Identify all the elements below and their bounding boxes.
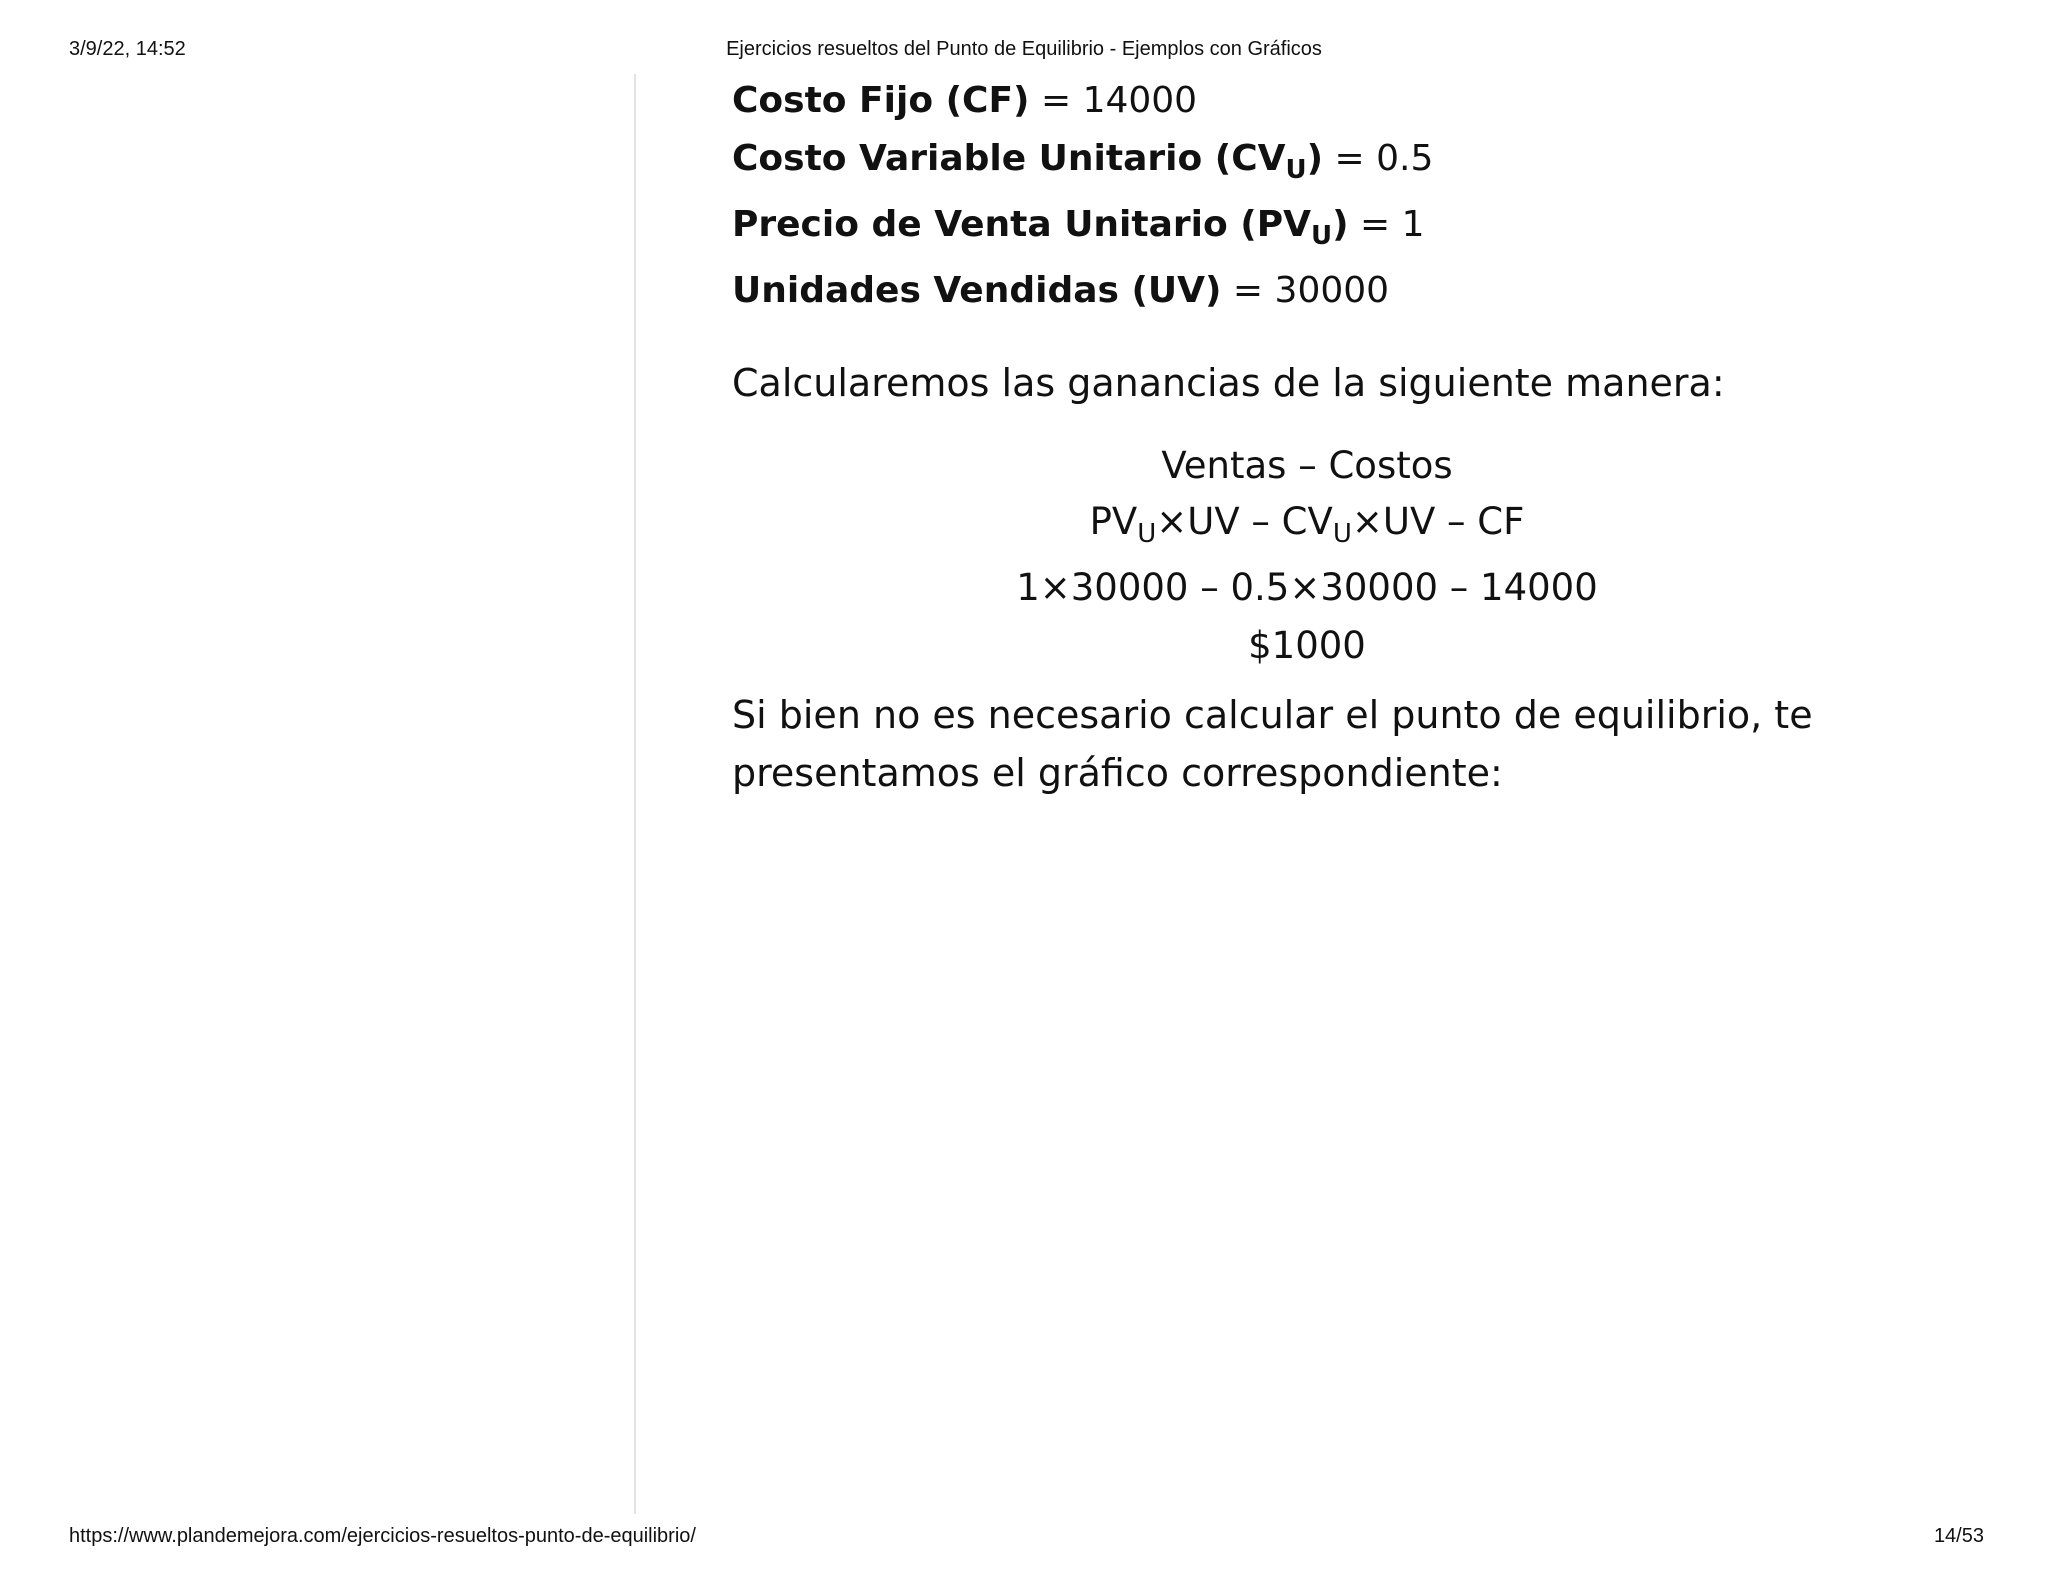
formula-line-1: Ventas – Costos [1161, 444, 1453, 487]
print-datetime: 3/9/22, 14:52 [69, 38, 186, 60]
print-url: https://www.plandemejora.com/ejercicios-resueltos-punto-de-equilibrio/ [69, 1525, 696, 1547]
intro-paragraph: Calcularemos las ganancias de la siguiente manera: [732, 361, 1725, 405]
print-page-title: Ejercicios resueltos del Punto de Equilibrio - Ejemplos con Gráficos [726, 38, 1322, 60]
unit-sale-price-line [732, 204, 1425, 251]
unit-sale-price-label: Precio de Venta Unitario $(PV_U)$ [732, 204, 1349, 251]
unit-variable-cost-label: Costo Variable Unitario $(CV_U)$ [732, 138, 1324, 185]
unit-variable-cost-value: = 0.5 [1323, 138, 1434, 179]
fixed-cost-label: Costo Fijo (CF) [732, 80, 1030, 121]
unit-variable-cost-line [732, 138, 1434, 185]
fixed-cost-line [732, 80, 1197, 121]
formula-result: $1000 [1248, 624, 1366, 667]
formula-line-2: $PV_U\times UV - CV_U\times UV$ – CF [1089, 500, 1525, 549]
units-sold-label: Unidades Vendidas (UV) [732, 270, 1222, 311]
print-page-number: 14/53 [1933, 1525, 1984, 1547]
units-sold-value: = 30000 [1221, 270, 1390, 311]
units-sold-line [732, 270, 1389, 311]
closing-paragraph: Si bien no es necesario calcular el punto de equilibrio, te presentamos el gráfico correspondiente: [732, 693, 1813, 795]
fixed-cost-value: = 14000 [1029, 80, 1198, 121]
unit-sale-price-value: = 1 [1348, 204, 1425, 245]
column-divider [634, 74, 636, 1514]
formula-line-3: 1×30000 – 0.5×30000 – 14000 [1016, 566, 1598, 609]
